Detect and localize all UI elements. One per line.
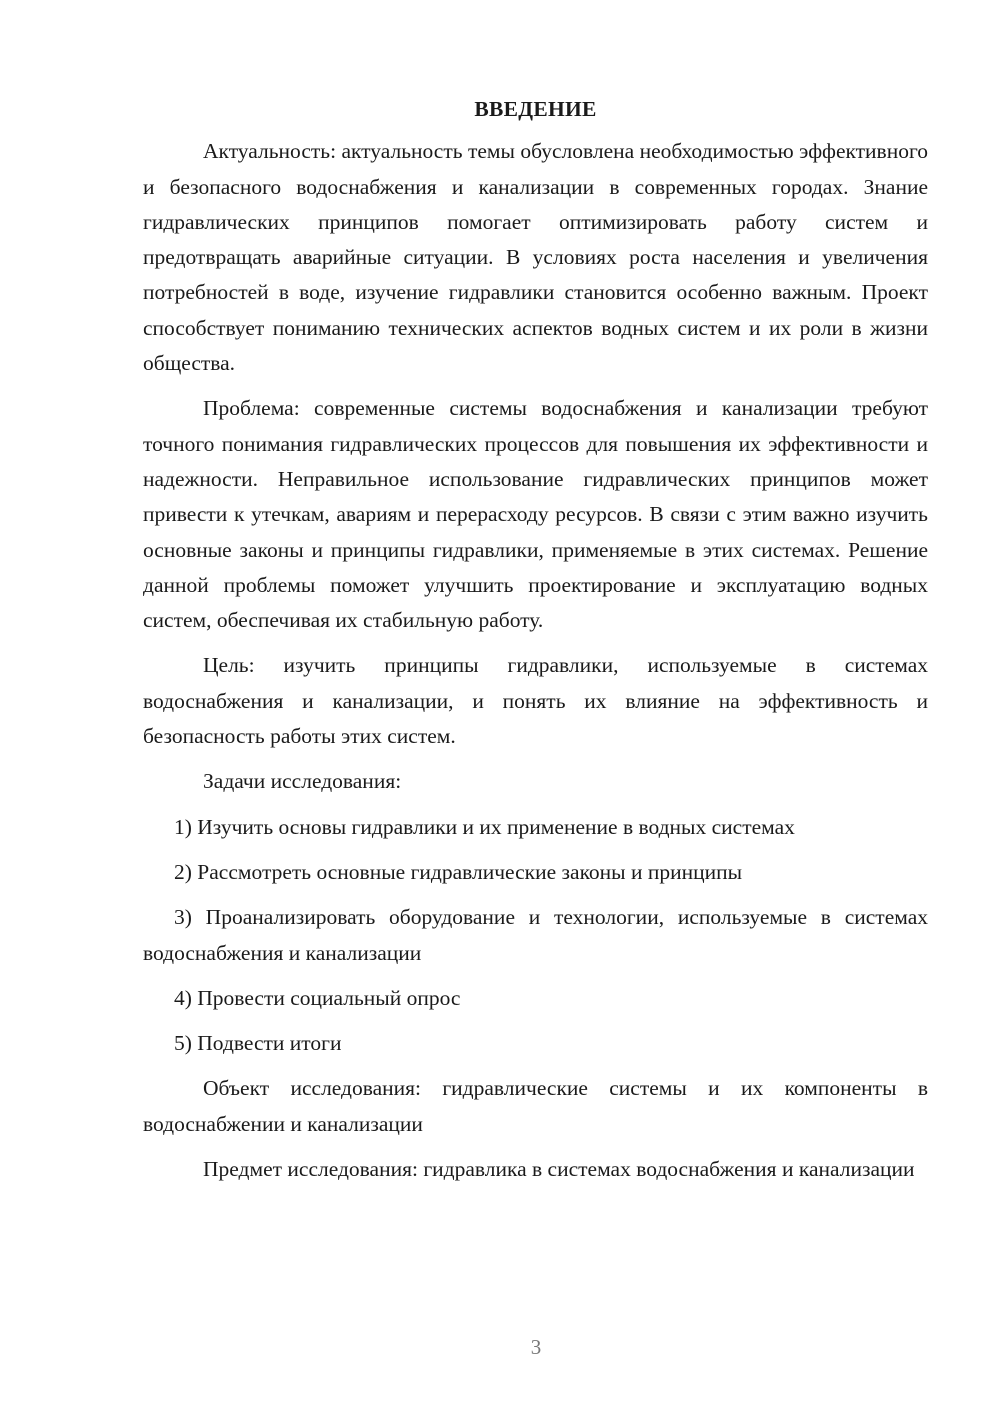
task-item: 4) Провести социальный опрос	[174, 985, 461, 1010]
problem-paragraph: Проблема: современные системы водоснабжения и канализации требуют точного понимания гидравлических процессов для повышения их эффективности и надежности. Неправильное использование гидравлических принципов может привести к утечкам, авариям и перерасходу ресурсов. В связи с этим важно изучить основные законы и принципы гидравлики, применяемые в этих системах. Решение данной проблемы поможет улучшить проектирование и эксплуатацию водных систем, обеспечивая их стабильную работу.	[143, 396, 928, 633]
tasks-heading: Задачи исследования:	[203, 769, 402, 794]
goal-paragraph: Цель: изучить принципы гидравлики, используемые в системах водоснабжения и канализации, и понять их влияние на эффективность и безопасность работы этих систем.	[143, 653, 928, 749]
document-page	[143, 92, 928, 1197]
task-item: 5) Подвести итоги	[174, 1031, 342, 1056]
page-title: ВВЕДЕНИЕ	[474, 97, 597, 121]
relevance-paragraph: Актуальность: актуальность темы обусловлена необходимостью эффективного и безопасного водоснабжения и канализации в современных городах. Знание гидравлических принципов помогает оптимизировать работу систем и предотвращать аварийные ситуации. В условиях роста населения и увеличения потребностей в воде, изучение гидравлики становится особенно важным. Проект способствует пониманию технических аспектов водных систем и их роли в жизни общества.	[143, 139, 928, 376]
task-item: 1) Изучить основы гидравлики и их применение в водных системах	[174, 814, 795, 839]
object-paragraph: Объект исследования: гидравлические системы и их компоненты в водоснабжении и канализации	[143, 1076, 928, 1136]
task-item: 2) Рассмотреть основные гидравлические законы и принципы	[174, 859, 743, 884]
task-item: 3) Проанализировать оборудование и технологии, используемые в системах водоснабжения и канализации	[143, 905, 928, 965]
subject-paragraph: Предмет исследования: гидравлика в системах водоснабжения и канализации	[203, 1157, 915, 1182]
page-number: 3	[530, 1335, 542, 1359]
